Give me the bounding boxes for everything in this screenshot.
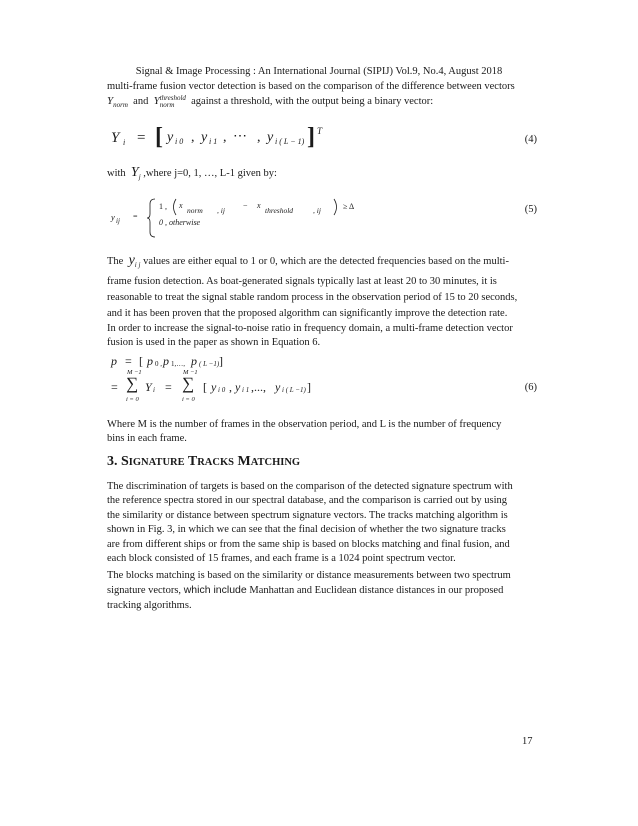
comma: ,: [229, 380, 232, 394]
section-heading: 3. SIGNATURE TRACKS MATCHING: [107, 454, 301, 469]
intro-line-2: $Y_{norm}$ and Ythreshold norm against a threshold, with the output being a binary vector:: [107, 94, 434, 110]
paragraph-discrimination: The discrimination of targets is based on the comparison of the detected signature spectrum with the reference spectra stored in our spectral database, and the comparison is carried out by using the similarity or distance between spectrum signature vectors. The tracks matching algorithm is shown in Fig. 3, in which we can see that the final decision of whether the two signature tracks are from different ships or from the same ship is based on blocks matching and final fusion, and each block consisted of 15 frames, and each frame is a 1024 point spectrum vector.: [107, 481, 513, 565]
paragraph-binary-values: The $y_{i j}$ values are either equal to 1 or 0, which are the detected frequencies based on the multi- frame fusion detection. As boat-generated signals typically last at least 20 to 30 minutes, it is reasonable to treat the signal stable random process in the observation period of 15 to 20 seconds, and it has been proven that the proposed algorithm can significantly improve the detection rate.: [107, 253, 518, 320]
bracket-open: [: [155, 124, 163, 150]
paragraph-snr: In order to increase the signal-to-noise ratio in frequency domain, a multi-frame detection vector fusion is used in the paper as shown in Equation 6.: [107, 323, 513, 349]
equation-6: p = [ p 0 , p 1,…, p ( L −1) ] = M −1 ∑ i = 0 Y i = M −1 ∑ i = 0 [ y i 0 , y i 1 ,..., y i ( L −1) ] (6): [111, 354, 537, 403]
page-number: 17: [522, 736, 533, 747]
intro-line-1: multi-frame fusion vector detection is based on the comparison of the difference between vectors: [107, 81, 515, 92]
equation-5: y ij = 1 , x norm , ij − x threshold , ij ≥ Δ 0 , otherwise (5): [107, 196, 537, 238]
with-line: with $Y_j$ ,where j=0, 1, …, L-1 given by:: [107, 165, 277, 182]
cases-brace-icon: [147, 198, 157, 238]
running-header: Signal & Image Processing : An International Journal (SIPIJ) Vol.9, No.4, August 2018: [135, 66, 503, 77]
paragraph-where: Where M is the number of frames in the observation period, and L is the number of frequency bins in each frame.: [107, 419, 502, 445]
equation-4: Y i = [ y i 0 , y i 1 , ⋯ , y i ( L − 1) ] T (4): [111, 124, 537, 150]
paren-close-icon: [333, 198, 339, 216]
paragraph-blocks-matching: The blocks matching is based on the similarity or distance measurements between two spectrum signature vectors, which include Manhattan and Euclidean distance distances in our proposed tracking algorithms.: [107, 570, 511, 611]
bracket-close: ]: [307, 124, 315, 150]
paragraph-intro: [107, 80, 535, 113]
paren-open-icon: [171, 198, 177, 216]
